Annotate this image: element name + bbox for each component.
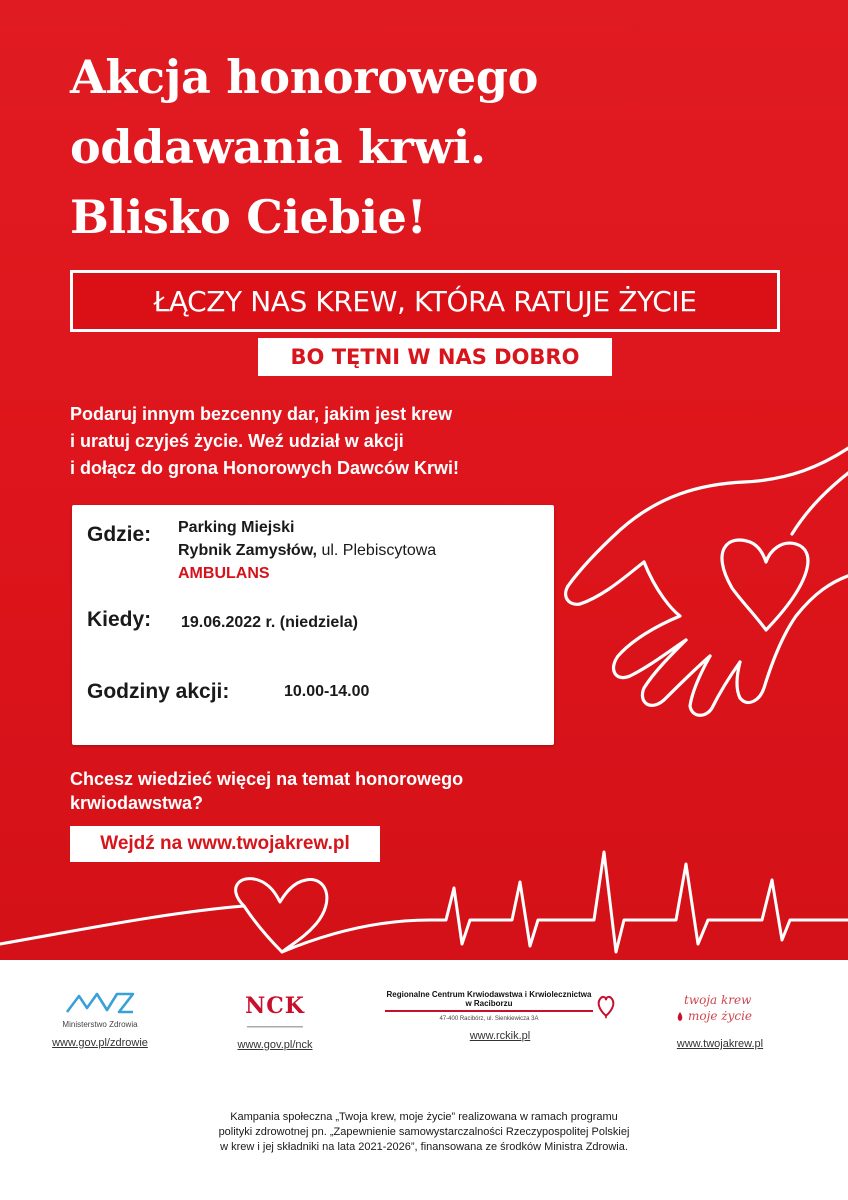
twoja-krew-logo-block [660, 990, 780, 1050]
campaign-footer [100, 1110, 748, 1155]
headline [70, 42, 538, 252]
intro-paragraph [70, 401, 459, 482]
intro-line-3: i dołącz do grona Honorowych Dawców Krwi! [70, 458, 460, 478]
nck-url[interactable]: www.gov.pl/nck [237, 1039, 313, 1051]
twoja-krew-logo-icon [670, 990, 770, 1026]
slogan-text: ŁĄCZY NAS KREW, KTÓRA RATUJE ŻYCIE [153, 284, 697, 318]
when-label: Kiedy: [87, 608, 152, 631]
heartbeat-line-icon [0, 840, 848, 960]
twoja-krew-url[interactable]: www.twojakrew.pl [676, 1038, 764, 1050]
footer-line-1: Kampania społeczna „Twoja krew, moje życie” realizowana w ramach programu [230, 1111, 618, 1123]
more-info-question [70, 767, 463, 815]
headline-line-3: Blisko Ciebie! [70, 190, 427, 244]
svg-text:NCK: NCK [245, 993, 305, 1018]
nck-logo-mark [245, 992, 305, 1018]
website-link-label: Wejdź na www.twojakrew.pl [100, 833, 350, 854]
rckik-text-block [385, 990, 593, 1022]
svg-text:twoja krew: twoja krew [684, 993, 752, 1007]
hand-heart-icon [560, 430, 848, 720]
hours-value: 10.00-14.00 [284, 683, 370, 700]
nck-tagline-mark [220, 1024, 330, 1031]
rckik-url[interactable]: www.rckik.pl [469, 1030, 531, 1042]
intro-line-1: Podaruj innym bezcenny dar, jakim jest krew [70, 404, 453, 424]
where-street: ul. Plebiscytowa [317, 542, 437, 559]
where-venue: Parking Miejski [178, 519, 295, 536]
where-ambulance: AMBULANS [178, 565, 270, 582]
where-address [178, 542, 436, 560]
subslogan-text: BO TĘTNI W NAS DOBRO [290, 345, 580, 369]
mz-name: Ministerstwo Zdrowia [62, 1020, 138, 1029]
nck-logo-block [220, 990, 330, 1051]
rckik-logo-icon [597, 990, 615, 1022]
hours-label: Godziny akcji: [87, 680, 230, 703]
rckik-name: Regionalne Centrum Krwiodawstwa i Krwiolecznictwa w Raciborzu [385, 990, 593, 1012]
where-city: Rybnik Zamysłów, [178, 542, 317, 559]
event-info-card [72, 505, 554, 745]
mz-logo-icon [65, 990, 135, 1016]
partner-logos [0, 990, 848, 1080]
footer-line-2: polityki zdrowotnej pn. „Zapewnienie samowystarczalności Rzeczypospolitej Polskiej [218, 1126, 630, 1138]
question-line-2: krwiodawstwa? [70, 793, 204, 813]
mz-url[interactable]: www.gov.pl/zdrowie [52, 1037, 148, 1049]
slogan-box [70, 270, 780, 332]
footer-line-3: w krew i jej składniki na lata 2021-2026”, finansowana ze środków Ministra Zdrowia. [220, 1141, 628, 1153]
intro-line-2: i uratuj czyjeś życie. Weź udział w akcji [70, 431, 404, 451]
headline-line-1: Akcja honorowego [70, 50, 539, 104]
rckik-address: 47-400 Racibórz, ul. Sienkiewicza 3A [439, 1016, 539, 1022]
question-line-1: Chcesz wiedzieć więcej na temat honorowego [70, 769, 464, 789]
when-value: 19.06.2022 r. (niedziela) [181, 614, 358, 631]
svg-text:moje życie: moje życie [688, 1009, 753, 1023]
rckik-logo-row [385, 990, 615, 1022]
subslogan-banner [258, 338, 612, 376]
mz-logo-block [40, 990, 160, 1049]
rckik-logo-block [385, 990, 615, 1042]
nck-logo-icon [220, 990, 330, 1024]
headline-line-2: oddawania krwi. [70, 120, 486, 174]
where-label: Gdzie: [87, 523, 152, 546]
